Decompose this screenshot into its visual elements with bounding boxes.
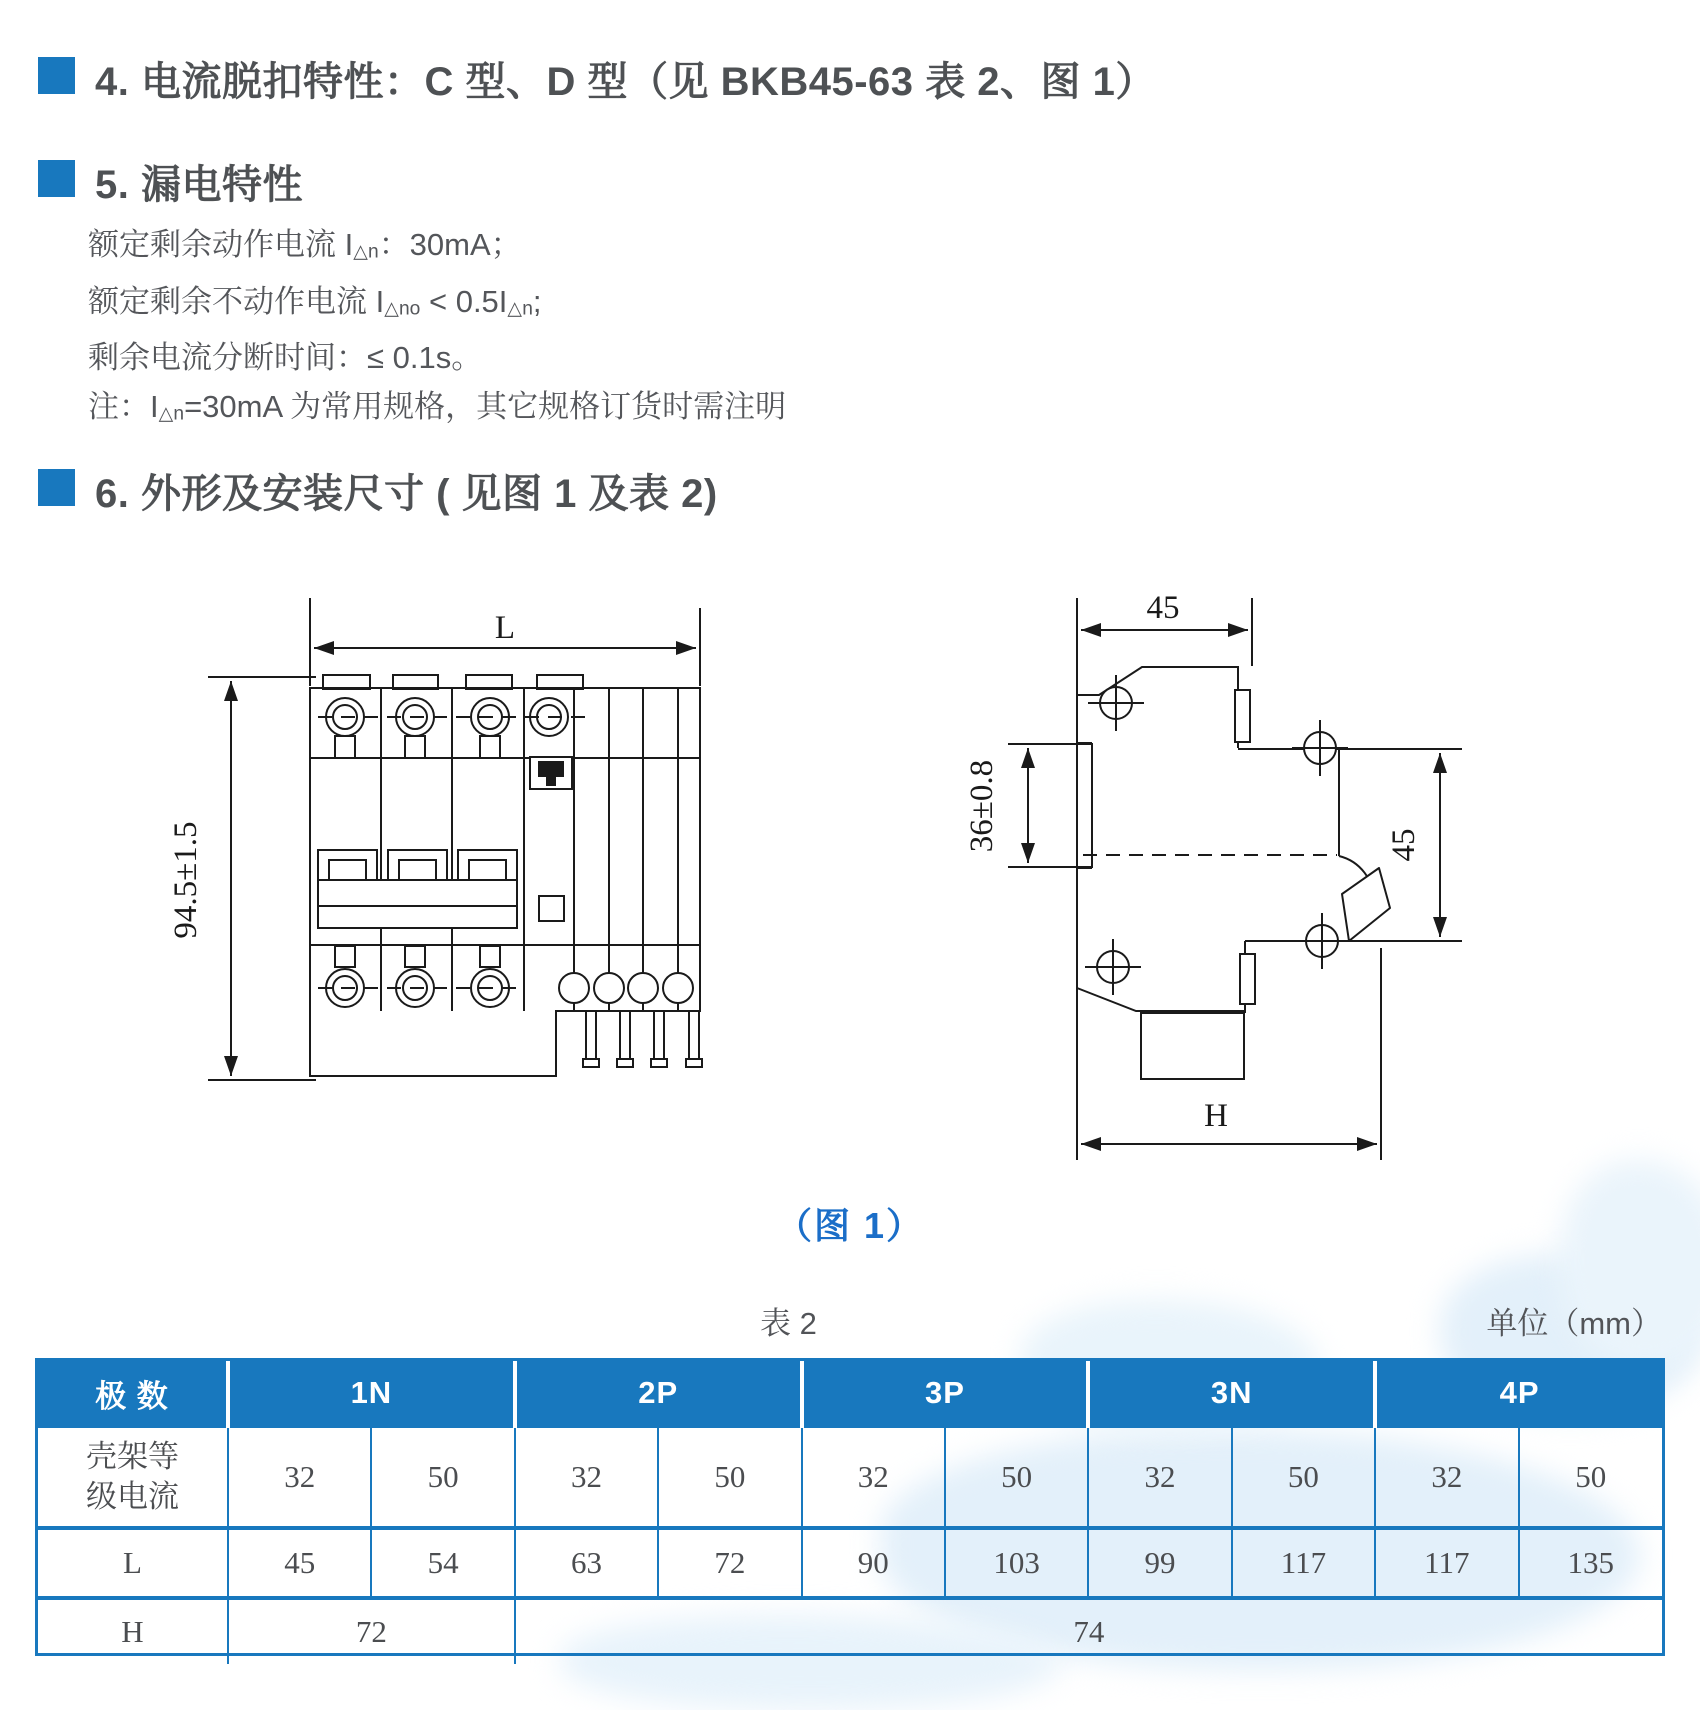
breaker-side-body (1077, 667, 1462, 1160)
dim-label-height: 94.5±1.5 (168, 821, 204, 939)
header-1N: 1N (228, 1361, 515, 1427)
dimension-45-top (1077, 590, 1252, 688)
table-cell: 63 (515, 1528, 658, 1598)
table-cell: 90 (802, 1528, 945, 1598)
table-cell: 72 (658, 1528, 801, 1598)
row-label-frame-current: 壳架等 级电流 (38, 1427, 228, 1529)
dim-label-L: L (494, 610, 516, 646)
row-label-L: L (38, 1528, 228, 1598)
dim-label-H: H (1204, 1098, 1228, 1134)
table-cell: 50 (945, 1427, 1088, 1529)
table-cell: 135 (1519, 1528, 1662, 1598)
table-cell: 117 (1375, 1528, 1518, 1598)
unit-label: 单位（mm） (1486, 1306, 1662, 1341)
table-cell: 103 (945, 1528, 1088, 1598)
dimension-36 (964, 744, 1092, 867)
table-cell: 50 (1519, 1427, 1662, 1529)
L-dimension-row (38, 1528, 1662, 1598)
table-title: 表 2 (760, 1306, 817, 1341)
section-bullet-icon (38, 57, 75, 94)
table-cell: 72 (228, 1598, 515, 1664)
section-bullet-icon (38, 469, 75, 506)
table-cell: 32 (228, 1427, 371, 1529)
section-bullet-icon (38, 160, 75, 197)
table-header-row (38, 1361, 1662, 1427)
side-view-drawing (950, 555, 1510, 1195)
mounting-hole-marker (1085, 675, 1350, 995)
table-cell: 117 (1232, 1528, 1375, 1598)
frame-current-row (38, 1427, 1662, 1529)
leakage-line-3: 剩余电流分断时间：≤ 0.1s。 (88, 340, 483, 376)
leakage-line-1: 额定剩余动作电流 I△n：30mA； (88, 227, 522, 263)
table-cell: 54 (371, 1528, 514, 1598)
header-pole-count: 极 数 (38, 1361, 228, 1427)
table-cell: 50 (1232, 1427, 1375, 1529)
header-2P: 2P (515, 1361, 802, 1427)
front-view-drawing (150, 555, 720, 1115)
table-cell: 99 (1088, 1528, 1231, 1598)
dimension-L (310, 598, 700, 686)
breaker-front-body (310, 675, 702, 1076)
dim-label-36: 36±0.8 (964, 759, 1000, 853)
table-cell: 50 (371, 1427, 514, 1529)
dimension-45-right (1386, 753, 1440, 937)
table-cell: 45 (228, 1528, 371, 1598)
header-3P: 3P (802, 1361, 1089, 1427)
section-4-heading: 4. 电流脱扣特性：C 型、D 型（见 BKB45-63 表 2、图 1） (95, 60, 1156, 104)
H-dimension-row (38, 1598, 1662, 1664)
leakage-line-4: 注：I△n=30mA 为常用规格，其它规格订货时需注明 (88, 389, 787, 426)
header-3N: 3N (1088, 1361, 1375, 1427)
row-label-H: H (38, 1598, 228, 1664)
table-cell: 32 (515, 1427, 658, 1529)
figure-caption: （图 1） (775, 1205, 925, 1246)
table-cell: 32 (1375, 1427, 1518, 1529)
table-cell: 74 (515, 1598, 1662, 1664)
header-4P: 4P (1375, 1361, 1662, 1427)
dimensions-table (35, 1358, 1665, 1656)
dim-label-45-top: 45 (1146, 590, 1180, 626)
table-cell: 50 (658, 1427, 801, 1529)
leakage-line-2: 额定剩余不动作电流 I△no < 0.5I△n; (88, 283, 542, 320)
leakage-paragraph (88, 220, 786, 439)
dim-label-45-right: 45 (1386, 828, 1422, 862)
table-cell: 32 (802, 1427, 945, 1529)
section-6-heading: 6. 外形及安装尺寸 ( 见图 1 及表 2) (95, 472, 718, 516)
section-5-heading: 5. 漏电特性 (95, 163, 303, 207)
dimension-height (168, 677, 316, 1080)
table-cell: 32 (1088, 1427, 1231, 1529)
